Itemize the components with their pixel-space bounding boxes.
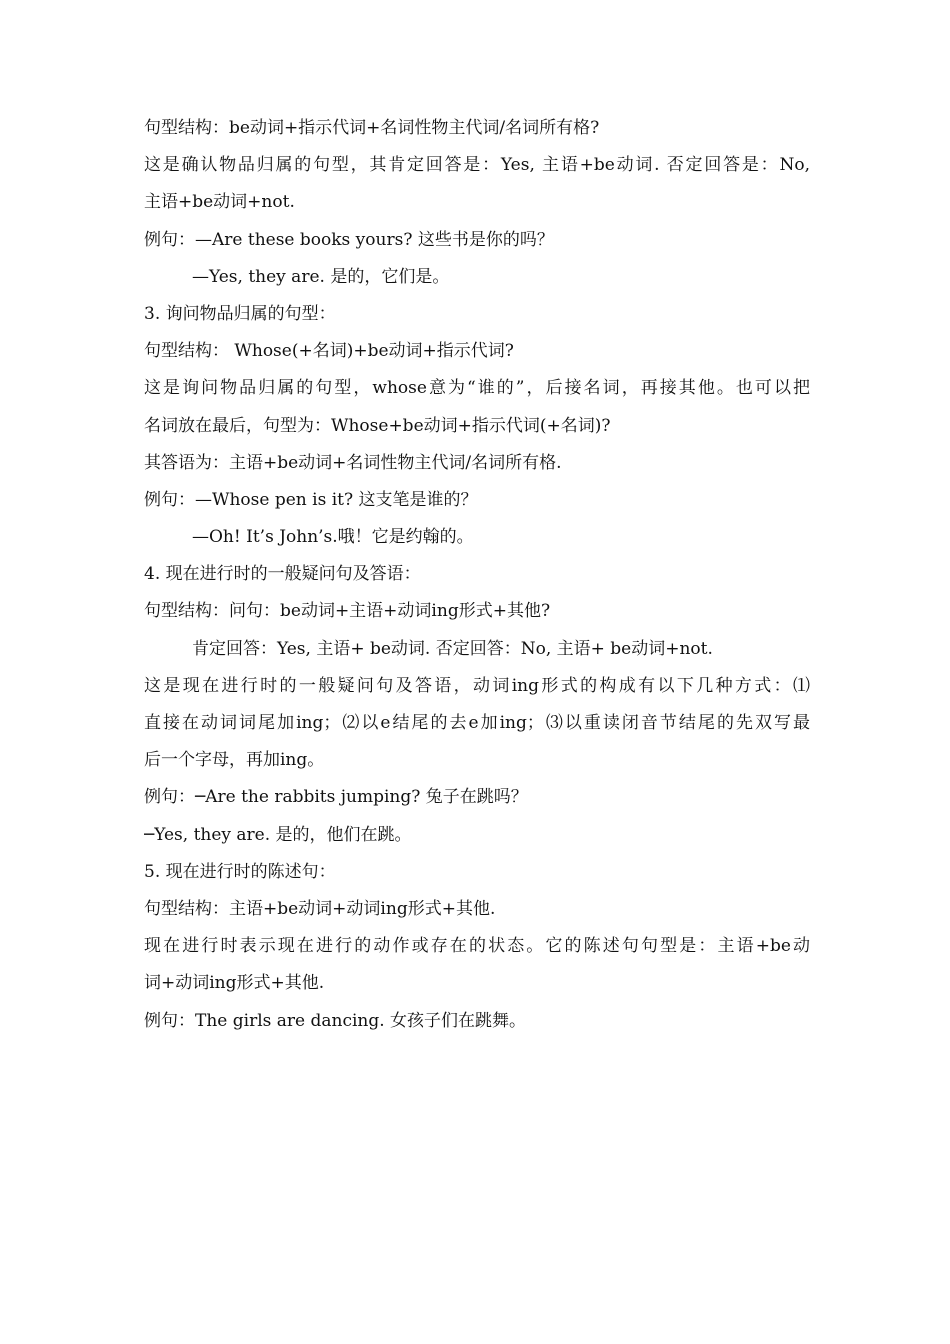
example-line: 例句：—Whose pen is it? 这支笔是谁的？ [144,489,478,510]
text-line: 现在进行时表示现在进行的动作或存在的状态。它的陈述句句型是：主语+be动 [144,936,810,957]
text-line: 句型结构： Whose(+名词)+be动词+指示代词? [144,341,514,362]
text-line: 其答语为：主语+be动词+名词性物主代词/名词所有格. [144,452,562,473]
text-line: 肯定回答：Yes, 主语+ be动词. 否定回答：No, 主语+ be动词+not. [192,638,713,659]
text-line: 后一个字母，再加ing。 [144,750,325,771]
text-line: 句型结构：主语+be动词+动词ing形式+其他. [144,898,496,919]
example-line: 例句：The girls are dancing. 女孩子们在跳舞。 [144,1010,527,1031]
section-heading: 3. 询问物品归属的句型： [144,303,336,324]
section-heading: 4. 现在进行时的一般疑问句及答语： [144,564,421,585]
text-line: 这是现在进行时的一般疑问句及答语，动词ing形式的构成有以下几种方式：⑴ [144,675,810,696]
text-line: 名词放在最后，句型为：Whose+be动词+指示代词(+名词)? [144,415,611,436]
document-body [144,110,810,1040]
section-heading: 5. 现在进行时的陈述句： [144,861,336,882]
text-line: 这是确认物品归属的句型，其肯定回答是：Yes, 主语+be动词. 否定回答是：No, [144,155,810,176]
text-line: 这是询问物品归属的句型，whose意为“谁的”，后接名词，再接其他。也可以把 [144,378,810,399]
text-line: 句型结构：be动词+指示代词+名词性物主代词/名词所有格? [144,118,600,138]
text-line: 词+动词ing形式+其他. [144,973,325,994]
example-answer-line: ─Yes, they are. 是的，他们在跳。 [144,824,412,845]
text-line: 直接在动词词尾加ing；⑵以e结尾的去e加ing；⑶以重读闭音节结尾的先双写最 [144,713,810,733]
text-line: 主语+be动词+not. [144,192,295,213]
example-line: 例句：─Are the rabbits jumping? 兔子在跳吗？ [144,787,528,808]
text-line: 句型结构：问句：be动词+主语+动词ing形式+其他? [144,601,551,622]
example-answer-line: —Oh! It’s John’s.哦！它是约翰的。 [192,527,474,548]
example-answer-line: —Yes, they are. 是的，它们是。 [192,266,450,287]
example-line: 例句：—Are these books yours? 这些书是你的吗？ [144,229,554,250]
